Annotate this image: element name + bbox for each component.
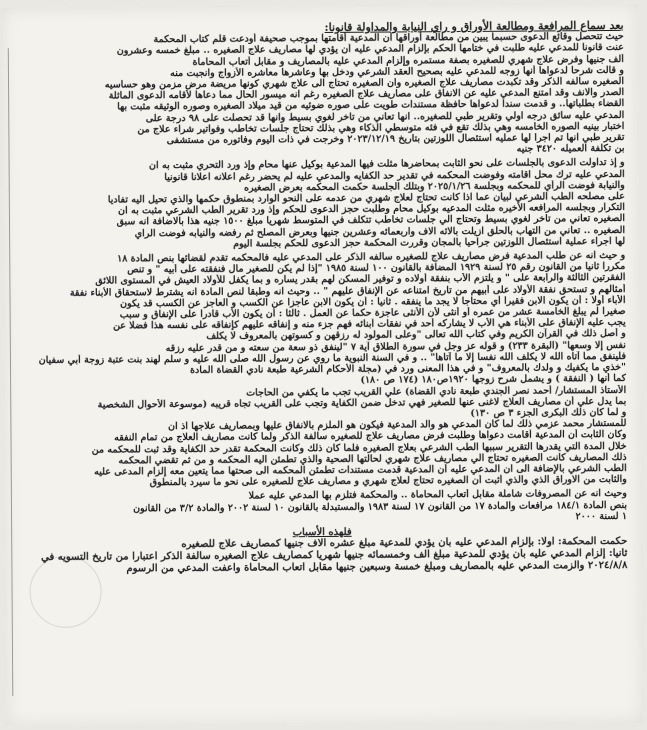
text-line: أمثالهم و تستحق نفقة الأولاد على أبيهم من تاريخ امتناعه عن الإنفاق عليهم " .. وحيث انه وطبقا لنص المادة انه يشترط لاستحقاق الأبناء نفقة bbox=[69, 283, 626, 299]
text-line: بن تكلفة العميله ٣٤٢٠ جنيه bbox=[516, 143, 625, 155]
text-line: الأستاذ المستشار/ أحمد نصر الجندي طبعة نادي القضاة) علي القريب تجب ما يكفي من الحاجات bbox=[246, 384, 627, 399]
text-line: ١ لسنة ٢٠٠٠ bbox=[575, 510, 628, 522]
text-line: الصغيره سالفه الذكر وقد تكبدت مصاريف علاج الصغيره وان الصغيره تحتاج الى علاج شهري كونها مريضة مرض مزمن وهو حساسيه bbox=[104, 75, 625, 91]
text-line: ذلك المصاريف كانت الصغيره تحتاج الي مصاريف علاج شهري لحالتها الصحية والذي تطمئن اليه المحكمه و من ثم تقضي المحكمه bbox=[118, 451, 627, 467]
verdict-line: حكمت المحكمة: اولا: بإلزام المدعي عليه بأن يؤدي للمدعية مبلغ عشره الاف جنيها كمصاريف علاج للصغيره bbox=[181, 536, 628, 551]
text-line: الأباء أولا : أن يكون الابن فقيرا أي محتاجا لا يجد ما ينفقه . ثانيا : أن يكون الابن عاجزا عن الكسب و العاجز عن الكسب قد يكون bbox=[119, 294, 626, 310]
text-line: التكرار وبجلسه المرافعه الأخيره مثلت المدعيه بوكيل محام وطلبت حجز الدعوى للحكم وإذ ورد تقرير الطب الشرعي مثبت به ان bbox=[118, 202, 625, 217]
verdict-line: ٢٠٢٤/٨/٨ وألزمت المدعي عليه بالمصاريف ومبلغ خمسة وسبعين جنيها مقابل أتعاب المحاماة واعفت المدعي من الرسوم bbox=[126, 560, 628, 575]
text-line: لها اجراء عملية استئصال اللوزتين جراحيا بالمجان وقررت المحكمة حجز الدعوى للحكم بجلسة اليوم bbox=[233, 235, 626, 250]
text-line: تقرير طبي انها تم اجرا لها عمليه استئصال اللوزتين بتاريخ ٢٠٢٣/١٢/١٩ وخرجت في ذات اليوم وفاتوره من مستشفى bbox=[166, 131, 625, 147]
text-line: بنص المادة ١٨٤/١ مرافعات والمادة ١٧ من القانون ١٧ لسنة ١٩٨٣ والمستبدلة بالقانون ١٠ لسنة ٢٠٠٢ والمادة ٣/٢ من القانون bbox=[133, 499, 628, 514]
text-line: "خذي ما يكفيك و ولدك بالمعروف" و في هذا المعنى ورد في (مجلة الأحكام الشرعية طبعة نادي القضاة المادة bbox=[190, 361, 627, 377]
text-line: اختبار بينيه الصوره الخامسه وهي بذلك تقع في فئه متوسطي الذكاء وهي بذلك تحتاج جلسات تخاطب وفواتير شراء علاج من bbox=[137, 120, 625, 136]
paragraph bbox=[15, 250, 627, 490]
text-line: صغيرا لم يبلغ الخامسة عشر من عمره أو أنثى لأن الأنثى عاجزة حكما عن العمل . ثالثا : أن يكون الأب قادرا على الإنفاق و سبب bbox=[119, 305, 626, 321]
text-line: المدعي عليه سائق درجه اولي وتقرير طبي للصغيره.. انها تعاني من تاخر لغوي بسيط وانها قد تحصلت على ٩٨ درجة على bbox=[145, 109, 625, 124]
text-line: كما أنها ( النفقة ) و يشمل شرح زوجها ١٩٢٠ص١٨٠ (١٧٤ ص ١٨٠) bbox=[360, 373, 627, 387]
text-line: نفس إلا وسعها" (البقرة ٢٣٣) و قوله عز وجل في سورة الطلاق آية ٧ "لينفق ذو سعة من سعته و من قدر عليه رزقه bbox=[165, 339, 626, 354]
text-line: الصغيره .. تعاني من التهاب بالحلق ازيلت بالاثه الاف واربعمائه وعشرين جنيها وبعرض المصلح ثم رفضه والنيابه فوضت الراي bbox=[134, 224, 626, 239]
text-line: بما يدل علي أن مصاريف العلاج لاغنى عنها للصغير فهي تدخل ضمن الكفاية وتجب على القريب تجاه قريبه (موسوعة الأحوال الشخصية bbox=[97, 395, 627, 411]
text-line: حيث تتحصل وقائع الدعوى حسبما يبين من مطالعة أوراقها أن المدعية أقامتها بموجب صحيفة أودعت قلم كتاب المحكمة bbox=[153, 31, 624, 46]
text-line: و لما كان ذلك البكرى الجزء ٣ ص ١٣٠) bbox=[470, 406, 627, 419]
verdict-line: ثانيا: إلزام المدعي عليه بأن يؤدي للمدعية مبلغ الف وخمسمائه جنيها شهريا كمصاريف علاج الصغيره سالفة الذكر اعتبارا من تاريخ التسويه في bbox=[41, 548, 628, 564]
paragraph bbox=[17, 488, 627, 526]
text-line: والنيابة فوضت الرأي للمحكمه وبجلسة ٢٠٢٥/١/٢٦ وبتلك الجلسة حكمت المحكمه بعرض الصغيره bbox=[243, 179, 625, 194]
text-line: الصدر والانف وقد امتنع المدعي عليه عن الانفاق على مصاريف علاج الصغيره رغم انه ميسور الحال مما دعاها لأقامه الدعوى الماثلة bbox=[108, 87, 625, 102]
text-line: فلينفق مما آتاه الله لا يكلف الله نفسا إلا ما آتاها" .. و في السنة النبوية ما روي عن رسول الله صلى الله عليه و سلم لهند بنت عتبة زوجة أبي سفيان bbox=[38, 350, 626, 366]
paragraph bbox=[15, 157, 626, 251]
text-line: عنت قانونا للمدعي عليه طلبت في ختامها الحكم بإلزام المدعي عليه أن يؤدي لها مصاريف علاج الصغيره .. مبلغ خمسه وعشرون bbox=[116, 42, 624, 57]
text-line: و قالت شرحا لدعواها أنها زوجه للمدعي عليه بصحيح العقد الشرعي ودخل بها وعاشرها معاشره الأزواج وانجبت منه bbox=[170, 64, 624, 79]
text-line: والثابت من الاوراق الذي والذي أثبت أن الصغيره تحتاج لعلاج شهري و مصاريف علاج للصغيره على نحو ما سيرد بالمنطوق bbox=[149, 474, 627, 489]
text-line: ألف جنيها وفرض علاج شهري للصغيره بصفة مستمره وإلزام المدعي عليه بالمصاريف و مقابل أتعاب المحاماة bbox=[192, 53, 624, 68]
paragraph bbox=[14, 31, 625, 158]
text-line: و حيث انه عن طلب المدعية فرض مصاريف علاج للصغيره سالفه الذكر على المدعي عليه فالمحكمه تقدم لقضائها بنص المادة ١٨ bbox=[117, 249, 626, 265]
page-margin-line bbox=[8, 48, 14, 696]
document-page bbox=[2, 4, 643, 726]
text-line: المدعي عليه ترك محل اقامته وفوضت المحكمه في تقدير حد الكفايه والمدعي عليه لم يحضر رغم اعلانه اعلانا قانونيا bbox=[164, 168, 625, 183]
judgment-text bbox=[14, 20, 629, 718]
text-line: و إذ تداولت الدعوى بالجلسات على نحو الثابت بمحاضرها مثلت فيها المدعية بوكيل عنها محام وإذ ورد التحري مثبت به ان bbox=[148, 157, 625, 172]
text-line: وحيث انه عن المصروفات شاملة مقابل أتعاب المحاماة .. والمحكمة فتلزم بها المدعي عليه عملا bbox=[248, 488, 627, 502]
text-line: الفقرتين الثالثة والرابعة على " و يلتزم الأب بنفقة أولاده و توفير المسكن لهم بقدر يساره و بما يكفل للأولاد العيش في المستوى اللائق bbox=[95, 272, 626, 288]
text-line: و أصل ذلك في القرآن الكريم وفي كتاب الله تعالى "وعلى المولود له رزقهن و كسوتهن بالمعروف لا يكلف bbox=[206, 328, 626, 343]
verdict-block bbox=[17, 536, 627, 576]
text-line: يجب عليه الإنفاق على الأبناء هي الأب لا يشاركه أحد في نفقات أبنائه فهم جزء منه و إنفاقه عليهم كإنفاقه على نفسه هذا فضلا عن bbox=[112, 317, 626, 332]
text-line: وكان الثابت أن المدعية أقامت دعواها وطلبت فرض مصاريف علاج للصغيره سالفة الذكر ولما كانت مصاريف العلاج من تمام النفقه bbox=[114, 429, 627, 444]
body-paragraphs bbox=[14, 31, 627, 526]
text-line: خلال المدة التي يقدرها التقرير سببها الطب الشرعي بعلاج الصغيره فلما كان ذلك وكانت المحكمة تقدر حد الكفاية وقد ثبت للمحكمه من bbox=[91, 440, 627, 456]
text-line: الطب الشرعي بالإضافة الى ان المدعي عليه أن المدعية قدمت مستندات تطمئن المحكمه الى صحتها مما يتعين معه إلزام المدعى عليه bbox=[94, 462, 627, 478]
text-line: القضاء بطلباتها.. و قدمت سندا لدعواها حافظة مستندات طويت على صوره ضوئيه من قيد ميلاد الصغيره وصوره الوثيقه مثبت بها bbox=[117, 98, 625, 113]
reasons-title: فلهذه الأسباب bbox=[292, 526, 352, 539]
text-line: على مصلحه الطب الشرعي لبيان عما اذا كانت تحتاج لعلاج شهري من عدمه على النحو الوارد بمنطوق حكمها والذي تحيل اليه تفاديا bbox=[107, 190, 625, 206]
document-heading: بعد سماع المرافعة ومطالعة الأوراق و راي النيابة والمداولة قانونا: bbox=[324, 18, 624, 34]
text-line: للمستشار محمد عزمي ذلك لما كان المدعي هو والد المدعية فيكون هو الملزم بالانفاق عليها وبمصاريف علاجها اذ ان bbox=[168, 417, 627, 433]
text-line: مكررا ثانيا من القانون رقم ٢٥ لسنة ١٩٢٩ المضافة بالقانون ١٠٠ لسنة ١٩٨٥ "إذا لم يكن للصغير مال فنفقته على أبيه " و تنص bbox=[127, 261, 626, 276]
text-line: الصغيره تعاني من تاخر لغوي بسيط وتحتاج الي جلسات تخاطب تتكلف في المتوسط شهريا مبلغ ١٥٠٠ جنيه هذا بالاضافة انه سبق bbox=[116, 213, 626, 228]
